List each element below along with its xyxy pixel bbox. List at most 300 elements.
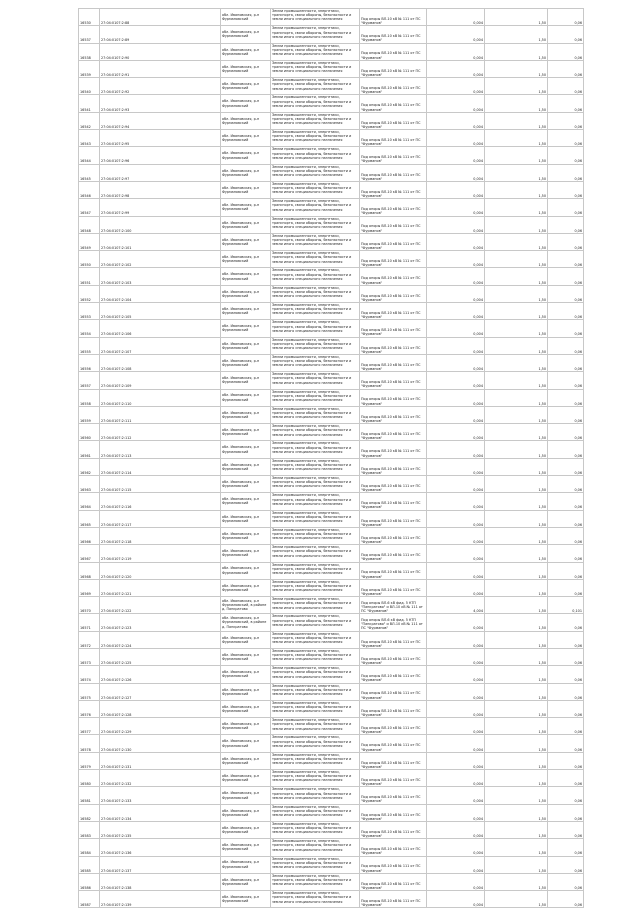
cell-land-category: Земли промышленности, энергетики, транспорта, связи обороны, безопасности и земли иного специального назначения	[271, 95, 360, 112]
cell-area: 0,004	[427, 320, 485, 337]
cell-permitted-use: Под опоры ВЛ-10 кВ № 111 от ПС "Фурманов"	[360, 199, 427, 216]
cell-rate: 1,50	[485, 891, 548, 908]
cell-area: 0,004	[427, 614, 485, 631]
cell-land-category: Земли промышленности, энергетики, транспорта, связи обороны, безопасности и земли иного специального назначения	[271, 770, 360, 787]
cell-rate: 1,50	[485, 597, 548, 614]
cell-cadastral-number: 27:04:0107:2:89	[100, 26, 221, 43]
cell-cadastral-number: 27:04:0107:2:111	[100, 406, 221, 423]
cell-cadastral-number: 27:04:0107:2:91	[100, 60, 221, 77]
cell-area: 0,004	[427, 839, 485, 856]
cell-area: 0,004	[427, 631, 485, 648]
cell-address: обл. Ивановская, р-н Фурмановский	[221, 372, 271, 389]
cell-land-category: Земли промышленности, энергетики, транспорта, связи обороны, безопасности и земли иного специального назначения	[271, 804, 360, 821]
cell-address: обл. Ивановская, р-н Фурмановский	[221, 285, 271, 302]
cell-cadastral-number: 27:04:0107:2:92	[100, 78, 221, 95]
cell-rate: 1,50	[485, 821, 548, 838]
cell-amount: 0,06	[548, 354, 584, 371]
cell-rate: 1,50	[485, 26, 548, 43]
cell-rate: 1,50	[485, 268, 548, 285]
cell-address: обл. Ивановская, р-н Фурмановский	[221, 545, 271, 562]
cell-code: 16537	[79, 26, 100, 43]
cell-land-category: Земли промышленности, энергетики, транспорта, связи обороны, безопасности и земли иного специального назначения	[271, 700, 360, 717]
cell-amount: 0,06	[548, 804, 584, 821]
cell-code: 16530	[79, 9, 100, 26]
cell-cadastral-number: 27:04:0107:2:122	[100, 597, 221, 614]
cell-amount: 0,06	[548, 112, 584, 129]
cell-amount: 0,06	[548, 735, 584, 752]
cell-address: обл. Ивановская, р-н Фурмановский	[221, 718, 271, 735]
cell-code: 16571	[79, 614, 100, 631]
cell-land-category: Земли промышленности, энергетики, транспорта, связи обороны, безопасности и земли иного специального назначения	[271, 545, 360, 562]
cell-area: 0,004	[427, 43, 485, 60]
cell-permitted-use: Под опоры ВЛ-10 кВ № 111 от ПС "Фурманов"	[360, 770, 427, 787]
cell-permitted-use: Под опоры ВЛ-10 кВ № 111 от ПС "Фурманов"	[360, 562, 427, 579]
cell-permitted-use: Под опоры ВЛ-10 кВ № 111 от ПС "Фурманов"	[360, 285, 427, 302]
cell-address: обл. Ивановская, р-н Фурмановский	[221, 752, 271, 769]
cell-cadastral-number: 27:04:0107:2:115	[100, 476, 221, 493]
cell-rate: 1,50	[485, 683, 548, 700]
cell-code: 16551	[79, 268, 100, 285]
cell-amount: 0,06	[548, 839, 584, 856]
cell-amount: 0,06	[548, 181, 584, 198]
table-row	[79, 752, 584, 769]
cell-area: 0,004	[427, 78, 485, 95]
cell-permitted-use: Под опоры ВЛ-10 кВ № 111 от ПС "Фурманов"	[360, 527, 427, 544]
cell-rate: 1,50	[485, 147, 548, 164]
cell-address: обл. Ивановская, р-н Фурмановский	[221, 337, 271, 354]
cell-cadastral-number: 27:04:0107:2:88	[100, 9, 221, 26]
cell-address: обл. Ивановская, р-н Фурмановский	[221, 130, 271, 147]
cell-address: обл. Ивановская, р-н Фурмановский	[221, 26, 271, 43]
cell-address: обл. Ивановская, р-н Фурмановский	[221, 406, 271, 423]
cell-area: 0,004	[427, 666, 485, 683]
cell-amount: 0,06	[548, 199, 584, 216]
cell-rate: 1,50	[485, 233, 548, 250]
cell-rate: 1,50	[485, 614, 548, 631]
cell-land-category: Земли промышленности, энергетики, транспорта, связи обороны, безопасности и земли иного специального назначения	[271, 251, 360, 268]
cell-land-category: Земли промышленности, энергетики, транспорта, связи обороны, безопасности и земли иного специального назначения	[271, 389, 360, 406]
cell-cadastral-number: 27:04:0107:2:95	[100, 130, 221, 147]
cell-area: 0,004	[427, 821, 485, 838]
cell-code: 16584	[79, 839, 100, 856]
table-row	[79, 770, 584, 787]
cell-rate: 1,50	[485, 510, 548, 527]
cell-area: 0,004	[427, 804, 485, 821]
table-row	[79, 285, 584, 302]
cell-area: 0,004	[427, 476, 485, 493]
cell-cadastral-number: 27:04:0107:2:102	[100, 251, 221, 268]
cell-rate: 1,50	[485, 545, 548, 562]
cell-address: обл. Ивановская, р-н Фурмановский	[221, 95, 271, 112]
table-row	[79, 147, 584, 164]
table-row	[79, 406, 584, 423]
cell-amount: 0,06	[548, 821, 584, 838]
table-row	[79, 631, 584, 648]
cell-rate: 1,50	[485, 337, 548, 354]
cell-address: обл. Ивановская, р-н Фурмановский	[221, 579, 271, 596]
cell-land-category: Земли промышленности, энергетики, транспорта, связи обороны, безопасности и земли иного специального назначения	[271, 233, 360, 250]
cell-permitted-use: Под опоры ВЛ-10 кВ № 111 от ПС "Фурманов"	[360, 95, 427, 112]
cell-code: 16554	[79, 320, 100, 337]
cell-amount: 0,06	[548, 787, 584, 804]
cell-code: 16556	[79, 354, 100, 371]
cell-rate: 1,50	[485, 112, 548, 129]
table-row	[79, 856, 584, 873]
cell-code: 16580	[79, 770, 100, 787]
cell-amount: 0,06	[548, 891, 584, 908]
cell-amount: 0,101	[548, 597, 584, 614]
cell-area: 0,004	[427, 752, 485, 769]
cell-permitted-use: Под опоры ВЛ-10 кВ № 111 от ПС "Фурманов"	[360, 216, 427, 233]
cell-permitted-use: Под опоры ВЛ-10 кВ № 111 от ПС "Фурманов"	[360, 147, 427, 164]
table-row	[79, 372, 584, 389]
cell-amount: 0,06	[548, 545, 584, 562]
cell-land-category: Земли промышленности, энергетики, транспорта, связи обороны, безопасности и земли иного специального назначения	[271, 320, 360, 337]
table-row	[79, 891, 584, 908]
cell-cadastral-number: 27:04:0107:2:96	[100, 147, 221, 164]
cell-rate: 1,50	[485, 648, 548, 665]
cell-permitted-use: Под опоры ВЛ-10 кВ № 111 от ПС "Фурманов"	[360, 251, 427, 268]
table-row	[79, 26, 584, 43]
table-row	[79, 320, 584, 337]
cell-address: обл. Ивановская, р-н Фурмановский	[221, 60, 271, 77]
cell-address: обл. Ивановская, р-н Фурмановский	[221, 493, 271, 510]
cell-address: обл. Ивановская, р-н Фурмановский, в районе д. Панкратово	[221, 614, 271, 631]
cell-land-category: Земли промышленности, энергетики, транспорта, связи обороны, безопасности и земли иного специального назначения	[271, 164, 360, 181]
cell-area: 0,004	[427, 441, 485, 458]
cell-rate: 1,50	[485, 493, 548, 510]
cell-rate: 1,50	[485, 303, 548, 320]
cell-cadastral-number: 27:04:0107:2:135	[100, 821, 221, 838]
cell-land-category: Земли промышленности, энергетики, транспорта, связи обороны, безопасности и земли иного специального назначения	[271, 493, 360, 510]
cell-rate: 1,50	[485, 666, 548, 683]
cell-address: обл. Ивановская, р-н Фурмановский	[221, 112, 271, 129]
cell-permitted-use: Под опоры ВЛ-10 кВ № 111 от ПС "Фурманов"	[360, 804, 427, 821]
cell-rate: 1,50	[485, 700, 548, 717]
cell-code: 16543	[79, 130, 100, 147]
cell-area: 0,004	[427, 251, 485, 268]
cell-permitted-use: Под опоры ВЛ-10 кВ № 111 от ПС "Фурманов"	[360, 112, 427, 129]
cell-area: 0,004	[427, 216, 485, 233]
cell-code: 16560	[79, 424, 100, 441]
cell-cadastral-number: 27:04:0107:2:108	[100, 354, 221, 371]
cell-permitted-use: Под опоры ВЛ-10 кВ № 111 от ПС "Фурманов"	[360, 752, 427, 769]
cell-amount: 0,06	[548, 389, 584, 406]
table-row	[79, 268, 584, 285]
cell-area: 0,004	[427, 579, 485, 596]
cell-land-category: Земли промышленности, энергетики, транспорта, связи обороны, безопасности и земли иного специального назначения	[271, 372, 360, 389]
cell-code: 16553	[79, 303, 100, 320]
cell-permitted-use: Под опоры ВЛ-10 кВ № 111 от ПС "Фурманов"	[360, 476, 427, 493]
cell-rate: 1,50	[485, 199, 548, 216]
table-row	[79, 476, 584, 493]
cell-permitted-use: Под опоры ВЛ-10 кВ № 111 от ПС "Фурманов"	[360, 735, 427, 752]
cell-address: обл. Ивановская, р-н Фурмановский	[221, 320, 271, 337]
cell-rate: 1,50	[485, 458, 548, 475]
cell-permitted-use: Под опоры ВЛ-10 кВ № 111 от ПС "Фурманов"	[360, 406, 427, 423]
cell-area: 0,004	[427, 354, 485, 371]
cell-amount: 0,06	[548, 510, 584, 527]
cell-cadastral-number: 27:04:0107:2:99	[100, 199, 221, 216]
cell-code: 16585	[79, 856, 100, 873]
cell-cadastral-number: 27:04:0107:2:109	[100, 372, 221, 389]
cell-amount: 0,06	[548, 233, 584, 250]
cell-land-category: Земли промышленности, энергетики, транспорта, связи обороны, безопасности и земли иного специального назначения	[271, 130, 360, 147]
cell-address: обл. Ивановская, р-н Фурмановский, в районе д. Панкратово	[221, 597, 271, 614]
table-row	[79, 337, 584, 354]
cell-address: обл. Ивановская, р-н Фурмановский	[221, 683, 271, 700]
cell-address: обл. Ивановская, р-н Фурмановский	[221, 856, 271, 873]
cell-permitted-use: Под опоры ВЛ-10 кВ № 111 от ПС "Фурманов"	[360, 78, 427, 95]
cell-permitted-use: Под опоры ВЛ-10 кВ № 111 от ПС "Фурманов"	[360, 389, 427, 406]
cell-permitted-use: Под опоры ВЛ-10 кВ № 111 от ПС "Фурманов"	[360, 43, 427, 60]
cell-cadastral-number: 27:04:0107:2:136	[100, 839, 221, 856]
cell-amount: 0,06	[548, 337, 584, 354]
cell-cadastral-number: 27:04:0107:2:133	[100, 787, 221, 804]
cell-permitted-use: Под опоры ВЛ-10 кВ № 111 от ПС "Фурманов"	[360, 320, 427, 337]
cell-land-category: Земли промышленности, энергетики, транспорта, связи обороны, безопасности и земли иного специального назначения	[271, 43, 360, 60]
table-row	[79, 839, 584, 856]
cell-rate: 1,50	[485, 804, 548, 821]
cell-code: 16559	[79, 406, 100, 423]
cell-cadastral-number: 27:04:0107:2:104	[100, 285, 221, 302]
cell-code: 16542	[79, 112, 100, 129]
cell-permitted-use: Под опоры ВЛ-10 кВ № 111 от ПС "Фурманов"	[360, 372, 427, 389]
cell-area: 0,004	[427, 199, 485, 216]
cell-land-category: Земли промышленности, энергетики, транспорта, связи обороны, безопасности и земли иного специального назначения	[271, 562, 360, 579]
cell-area: 0,004	[427, 406, 485, 423]
cell-permitted-use: Под опоры ВЛ-10 кВ № 111 от ПС "Фурманов"	[360, 164, 427, 181]
cell-amount: 0,06	[548, 43, 584, 60]
table-row	[79, 804, 584, 821]
cell-address: обл. Ивановская, р-н Фурмановский	[221, 181, 271, 198]
cell-amount: 0,06	[548, 458, 584, 475]
cell-land-category: Земли промышленности, энергетики, транспорта, связи обороны, безопасности и земли иного специального назначения	[271, 597, 360, 614]
cell-code: 16578	[79, 735, 100, 752]
cell-amount: 0,06	[548, 873, 584, 890]
cell-code: 16564	[79, 493, 100, 510]
cell-amount: 0,06	[548, 320, 584, 337]
cell-code: 16572	[79, 631, 100, 648]
cell-area: 0,004	[427, 891, 485, 908]
cell-area: 0,004	[427, 9, 485, 26]
cell-rate: 1,50	[485, 285, 548, 302]
cell-code: 16574	[79, 666, 100, 683]
cell-address: обл. Ивановская, р-н Фурмановский	[221, 9, 271, 26]
cell-code: 16582	[79, 804, 100, 821]
cell-cadastral-number: 27:04:0107:2:123	[100, 614, 221, 631]
cell-area: 0,004	[427, 510, 485, 527]
cell-amount: 0,06	[548, 26, 584, 43]
cell-amount: 0,06	[548, 9, 584, 26]
table-row	[79, 130, 584, 147]
cell-land-category: Земли промышленности, энергетики, транспорта, связи обороны, безопасности и земли иного специального назначения	[271, 510, 360, 527]
cell-area: 0,004	[427, 458, 485, 475]
cell-land-category: Земли промышленности, энергетики, транспорта, связи обороны, безопасности и земли иного специального назначения	[271, 527, 360, 544]
cell-area: 0,004	[427, 389, 485, 406]
cell-land-category: Земли промышленности, энергетики, транспорта, связи обороны, безопасности и земли иного специального назначения	[271, 873, 360, 890]
cell-cadastral-number: 27:04:0107:2:100	[100, 216, 221, 233]
cell-area: 0,004	[427, 60, 485, 77]
cell-code: 16573	[79, 648, 100, 665]
cell-rate: 1,50	[485, 441, 548, 458]
cell-address: обл. Ивановская, р-н Фурмановский	[221, 700, 271, 717]
cell-cadastral-number: 27:04:0107:2:107	[100, 337, 221, 354]
cell-cadastral-number: 27:04:0107:2:139	[100, 891, 221, 908]
cell-land-category: Земли промышленности, энергетики, транспорта, связи обороны, безопасности и земли иного специального назначения	[271, 821, 360, 838]
table-row	[79, 233, 584, 250]
cell-land-category: Земли промышленности, энергетики, транспорта, связи обороны, безопасности и земли иного специального назначения	[271, 60, 360, 77]
cell-code: 16562	[79, 458, 100, 475]
cell-amount: 0,06	[548, 700, 584, 717]
table-row	[79, 579, 584, 596]
cell-land-category: Земли промышленности, энергетики, транспорта, связи обороны, безопасности и земли иного специального назначения	[271, 787, 360, 804]
cell-address: обл. Ивановская, р-н Фурмановский	[221, 458, 271, 475]
cell-code: 16539	[79, 60, 100, 77]
cell-land-category: Земли промышленности, энергетики, транспорта, связи обороны, безопасности и земли иного специального назначения	[271, 891, 360, 908]
table-row	[79, 43, 584, 60]
table-row	[79, 424, 584, 441]
cell-permitted-use: Под опоры ВЛ-10 кВ № 111 от ПС "Фурманов"	[360, 268, 427, 285]
cell-permitted-use: Под опоры ВЛ-10 кВ № 111 от ПС "Фурманов"	[360, 9, 427, 26]
cell-permitted-use: Под опоры ВЛ-10 кВ № 111 от ПС "Фурманов"	[360, 130, 427, 147]
cell-land-category: Земли промышленности, энергетики, транспорта, связи обороны, безопасности и земли иного специального назначения	[271, 181, 360, 198]
cell-code: 16540	[79, 78, 100, 95]
cell-code: 16544	[79, 147, 100, 164]
cell-cadastral-number: 27:04:0107:2:105	[100, 303, 221, 320]
cell-address: обл. Ивановская, р-н Фурмановский	[221, 233, 271, 250]
table-row	[79, 614, 584, 631]
cell-code: 16569	[79, 579, 100, 596]
cell-land-category: Земли промышленности, энергетики, транспорта, связи обороны, безопасности и земли иного специального назначения	[271, 424, 360, 441]
cell-amount: 0,06	[548, 424, 584, 441]
cell-land-category: Земли промышленности, энергетики, транспорта, связи обороны, безопасности и земли иного специального назначения	[271, 112, 360, 129]
cell-address: обл. Ивановская, р-н Фурмановский	[221, 147, 271, 164]
cell-area: 0,004	[427, 718, 485, 735]
table-row	[79, 597, 584, 614]
cell-code: 16568	[79, 562, 100, 579]
cell-land-category: Земли промышленности, энергетики, транспорта, связи обороны, безопасности и земли иного специального назначения	[271, 856, 360, 873]
table-row	[79, 545, 584, 562]
cell-permitted-use: Под опоры ВЛ-10 кВ № 111 от ПС "Фурманов"	[360, 337, 427, 354]
cell-rate: 1,50	[485, 78, 548, 95]
table-row	[79, 873, 584, 890]
cell-land-category: Земли промышленности, энергетики, транспорта, связи обороны, безопасности и земли иного специального назначения	[271, 476, 360, 493]
cell-permitted-use: Под опоры ВЛ-10 кВ № 111 от ПС "Фурманов"	[360, 60, 427, 77]
cell-rate: 1,50	[485, 562, 548, 579]
table-row	[79, 95, 584, 112]
cell-code: 16548	[79, 216, 100, 233]
cell-land-category: Земли промышленности, энергетики, транспорта, связи обороны, безопасности и земли иного специального назначения	[271, 683, 360, 700]
cell-area: 0,004	[427, 873, 485, 890]
cell-amount: 0,06	[548, 303, 584, 320]
cell-amount: 0,06	[548, 216, 584, 233]
cell-cadastral-number: 27:04:0107:2:94	[100, 112, 221, 129]
table-row	[79, 458, 584, 475]
cell-cadastral-number: 27:04:0107:2:126	[100, 666, 221, 683]
table-row	[79, 389, 584, 406]
cell-area: 0,004	[427, 112, 485, 129]
cell-cadastral-number: 27:04:0107:2:114	[100, 458, 221, 475]
cell-address: обл. Ивановская, р-н Фурмановский	[221, 527, 271, 544]
cell-area: 0,004	[427, 545, 485, 562]
cell-area: 0,004	[427, 95, 485, 112]
table-row	[79, 735, 584, 752]
cell-code: 16541	[79, 95, 100, 112]
cell-code: 16563	[79, 476, 100, 493]
cell-code: 16558	[79, 389, 100, 406]
cell-amount: 0,06	[548, 752, 584, 769]
cell-land-category: Земли промышленности, энергетики, транспорта, связи обороны, безопасности и земли иного специального назначения	[271, 458, 360, 475]
cell-code: 16581	[79, 787, 100, 804]
table-row	[79, 354, 584, 371]
cell-permitted-use: Под опоры ВЛ-10 кВ № 111 от ПС "Фурманов"	[360, 700, 427, 717]
table-row	[79, 216, 584, 233]
cell-amount: 0,06	[548, 493, 584, 510]
cell-address: обл. Ивановская, р-н Фурмановский	[221, 804, 271, 821]
cell-land-category: Земли промышленности, энергетики, транспорта, связи обороны, безопасности и земли иного специального назначения	[271, 268, 360, 285]
cell-rate: 1,50	[485, 164, 548, 181]
cell-amount: 0,06	[548, 285, 584, 302]
cell-rate: 1,50	[485, 752, 548, 769]
cell-cadastral-number: 27:04:0107:2:117	[100, 510, 221, 527]
cell-area: 0,004	[427, 683, 485, 700]
cell-amount: 0,06	[548, 579, 584, 596]
cell-amount: 0,06	[548, 406, 584, 423]
cell-permitted-use: Под опоры ВЛ-6 кВ фид. 5 КТП "Панкратово" и ВЛ-10 кВ № 111 от ПС "Фурманов"	[360, 614, 427, 631]
cell-permitted-use: Под опоры ВЛ-10 кВ № 111 от ПС "Фурманов"	[360, 718, 427, 735]
cell-cadastral-number: 27:04:0107:2:106	[100, 320, 221, 337]
cell-cadastral-number: 27:04:0107:2:97	[100, 164, 221, 181]
cell-address: обл. Ивановская, р-н Фурмановский	[221, 389, 271, 406]
cell-amount: 0,06	[548, 60, 584, 77]
cell-rate: 1,50	[485, 873, 548, 890]
cell-cadastral-number: 27:04:0107:2:101	[100, 233, 221, 250]
cell-code: 16586	[79, 873, 100, 890]
cell-rate: 1,50	[485, 9, 548, 26]
cell-cadastral-number: 27:04:0107:2:127	[100, 683, 221, 700]
cell-amount: 0,06	[548, 147, 584, 164]
cell-permitted-use: Под опоры ВЛ-10 кВ № 111 от ПС "Фурманов"	[360, 891, 427, 908]
cell-permitted-use: Под опоры ВЛ-10 кВ № 111 от ПС "Фурманов"	[360, 26, 427, 43]
cell-cadastral-number: 27:04:0107:2:118	[100, 527, 221, 544]
cell-code: 16587	[79, 891, 100, 908]
cell-cadastral-number: 27:04:0107:2:129	[100, 718, 221, 735]
cell-permitted-use: Под опоры ВЛ-10 кВ № 111 от ПС "Фурманов"	[360, 545, 427, 562]
cell-address: обл. Ивановская, р-н Фурмановский	[221, 424, 271, 441]
cell-address: обл. Ивановская, р-н Фурмановский	[221, 164, 271, 181]
cell-address: обл. Ивановская, р-н Фурмановский	[221, 476, 271, 493]
cell-amount: 0,06	[548, 631, 584, 648]
cell-land-category: Земли промышленности, энергетики, транспорта, связи обороны, безопасности и земли иного специального назначения	[271, 147, 360, 164]
table-row	[79, 441, 584, 458]
cell-rate: 1,50	[485, 389, 548, 406]
cell-cadastral-number: 27:04:0107:2:138	[100, 873, 221, 890]
cell-address: обл. Ивановская, р-н Фурмановский	[221, 216, 271, 233]
cell-address: обл. Ивановская, р-н Фурмановский	[221, 354, 271, 371]
cell-amount: 0,06	[548, 527, 584, 544]
cell-address: обл. Ивановская, р-н Фурмановский	[221, 78, 271, 95]
cell-permitted-use: Под опоры ВЛ-10 кВ № 111 от ПС "Фурманов"	[360, 493, 427, 510]
cell-amount: 0,06	[548, 164, 584, 181]
cell-cadastral-number: 27:04:0107:2:90	[100, 43, 221, 60]
cell-cadastral-number: 27:04:0107:2:112	[100, 424, 221, 441]
table-row	[79, 303, 584, 320]
cell-land-category: Земли промышленности, энергетики, транспорта, связи обороны, безопасности и земли иного специального назначения	[271, 337, 360, 354]
cell-code: 16550	[79, 251, 100, 268]
cell-amount: 0,06	[548, 718, 584, 735]
cell-land-category: Земли промышленности, энергетики, транспорта, связи обороны, безопасности и земли иного специального назначения	[271, 303, 360, 320]
